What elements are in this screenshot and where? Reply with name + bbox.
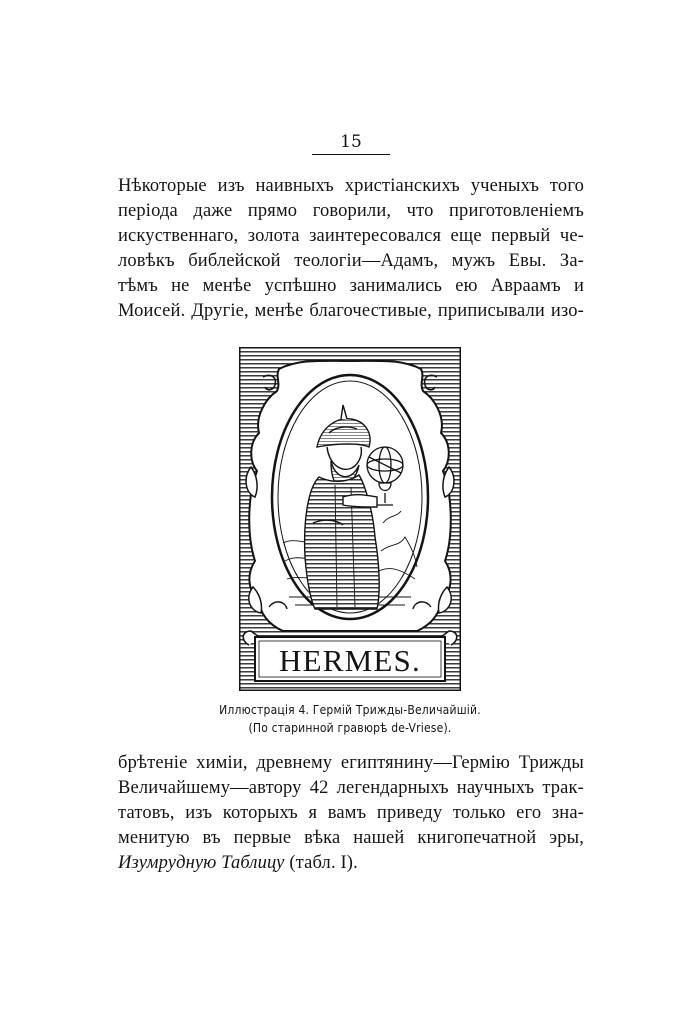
paragraph-1 <box>118 174 584 324</box>
caption-line-2: (По старинной гравюрѣ de-Vriese). <box>248 721 452 735</box>
paragraph-line: Величайшему—автору 42 легендарныхъ научныхъ трак- <box>118 778 584 798</box>
paragraph-line: менитую въ первые вѣка нашей книгопечатной эры, <box>118 828 584 848</box>
hermes-engraving <box>239 347 461 691</box>
emerald-tablet-title: Изумрудную Таблицу <box>118 853 285 873</box>
paragraph-line: искуственнаго, золота заинтересовался еще первый че- <box>118 226 584 246</box>
page-number-rule <box>312 154 390 155</box>
caption-line-1: Иллюстрація 4. Гермій Трижды-Величайшій. <box>219 703 481 717</box>
paragraph-line: брѣтеніе химіи, древнему египтянину—Гермію Трижды <box>118 753 584 773</box>
paragraph-line <box>118 851 584 876</box>
paragraph-line: Нѣкоторые изъ наивныхъ христіанскихъ ученыхъ того <box>118 176 584 196</box>
paragraph-line: періода даже прямо говорили, что приготовленіемъ <box>118 201 584 221</box>
paragraph-line: тѣмъ не менѣе успѣшно занимались ею Авраамъ и <box>118 276 584 296</box>
paragraph-2 <box>118 751 584 876</box>
paragraph-line: Моисей. Другіе, менѣе благочестивые, приписывали изо- <box>118 301 584 321</box>
table-reference: (табл. I). <box>284 853 358 873</box>
page-number: 15 <box>340 132 362 152</box>
paragraph-line: татовъ, изъ которыхъ я вамъ приведу только его зна- <box>118 803 584 823</box>
paragraph-line: ловѣкъ библейской теологіи—Адамъ, мужъ Евы. За- <box>118 251 584 271</box>
banner-text: HERMES. <box>279 643 421 678</box>
